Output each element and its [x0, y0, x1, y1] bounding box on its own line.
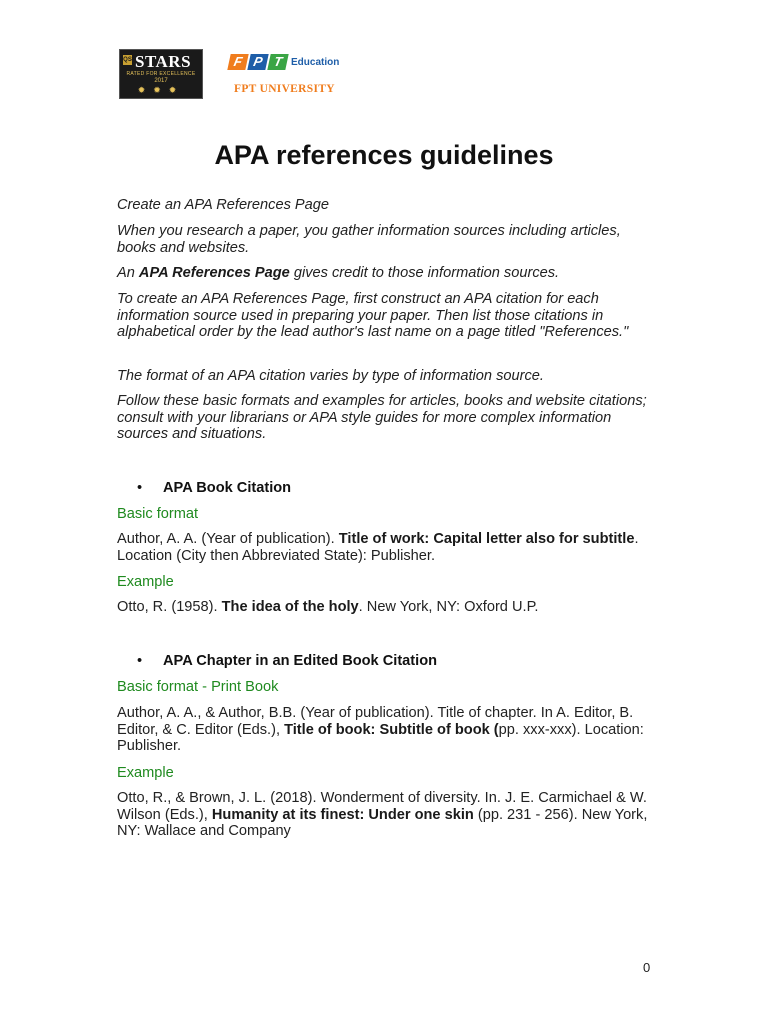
- fpt-letter-blocks: [229, 54, 289, 70]
- stars-year: 2017: [154, 78, 168, 84]
- stars-word: STARS: [135, 52, 192, 71]
- book-example-text: Otto, R. (1958). The idea of the holy. New York, NY: Oxford U.P.: [117, 599, 539, 615]
- intro-paragraph-5: Follow these basic formats and examples for articles, books and website citations; consult with your librarians or APA style guides for more complex information sources and situations.: [117, 393, 647, 443]
- stars-subtitle: RATED FOR EXCELLENCE: [126, 71, 196, 77]
- chapter-citation-heading: • APA Chapter in an Edited Book Citation: [137, 653, 438, 669]
- fpt-letter-t: T: [267, 54, 288, 70]
- intro-paragraph-1: When you research a paper, you gather information sources including articles, books and websites.: [117, 223, 621, 256]
- bullet-icon: •: [137, 653, 143, 669]
- header-logos: [119, 49, 359, 101]
- fpt-letter-p: P: [247, 54, 268, 70]
- chapter-example-text: Otto, R., & Brown, J. L. (2018). Wonderment of diversity. In. J. E. Carmichael & W. Wilson (Eds.), Humanity at its finest: Under one skin (pp. 231 - 256). New York, NY: Wallace and Company: [117, 790, 648, 840]
- chapter-example-label: Example: [117, 765, 174, 781]
- chapter-format-text: Author, A. A., & Author, B.B. (Year of publication). Title of chapter. In A. Editor, B. Editor, & C. Editor (Eds.), Title of book: Subtitle of book (pp. xxx-xxx). Location: Publisher.: [117, 705, 644, 755]
- fpt-university-logo: [229, 49, 359, 101]
- book-format-text: Author, A. A. (Year of publication). Title of work: Capital letter also for subtitle. Location (City then Abbreviated State): Publisher.: [117, 531, 639, 564]
- book-example-label: Example: [117, 574, 174, 590]
- fpt-university-text: FPT UNIVERSITY: [234, 83, 335, 95]
- chapter-format-label: Basic format - Print Book: [117, 679, 279, 695]
- apa-references-page-bold: APA References Page: [138, 265, 290, 281]
- intro-paragraph-4: The format of an APA citation varies by type of information source.: [117, 368, 544, 384]
- qs-brand-mark: QS: [123, 57, 132, 63]
- document-title: APA references guidelines: [214, 140, 554, 170]
- bullet-icon: •: [137, 480, 143, 496]
- intro-heading: Create an APA References Page: [117, 197, 330, 213]
- intro-paragraph-2: An APA References Page gives credit to those information sources.: [117, 265, 560, 281]
- fpt-letter-f: F: [227, 54, 248, 70]
- page-number: 0: [643, 960, 651, 975]
- qs-stars-logo: [119, 49, 203, 99]
- stars-rating-icon: ✹✹✹: [137, 85, 185, 95]
- fpt-education-text: Education: [291, 57, 340, 68]
- intro-paragraph-3: To create an APA References Page, first construct an APA citation for each information source used in preparing your paper. Then list those citations in alphabetical order by the lead author's last name on a page titled "References.": [117, 291, 629, 341]
- book-citation-heading: • APA Book Citation: [137, 480, 292, 496]
- book-format-label: Basic format: [117, 506, 199, 522]
